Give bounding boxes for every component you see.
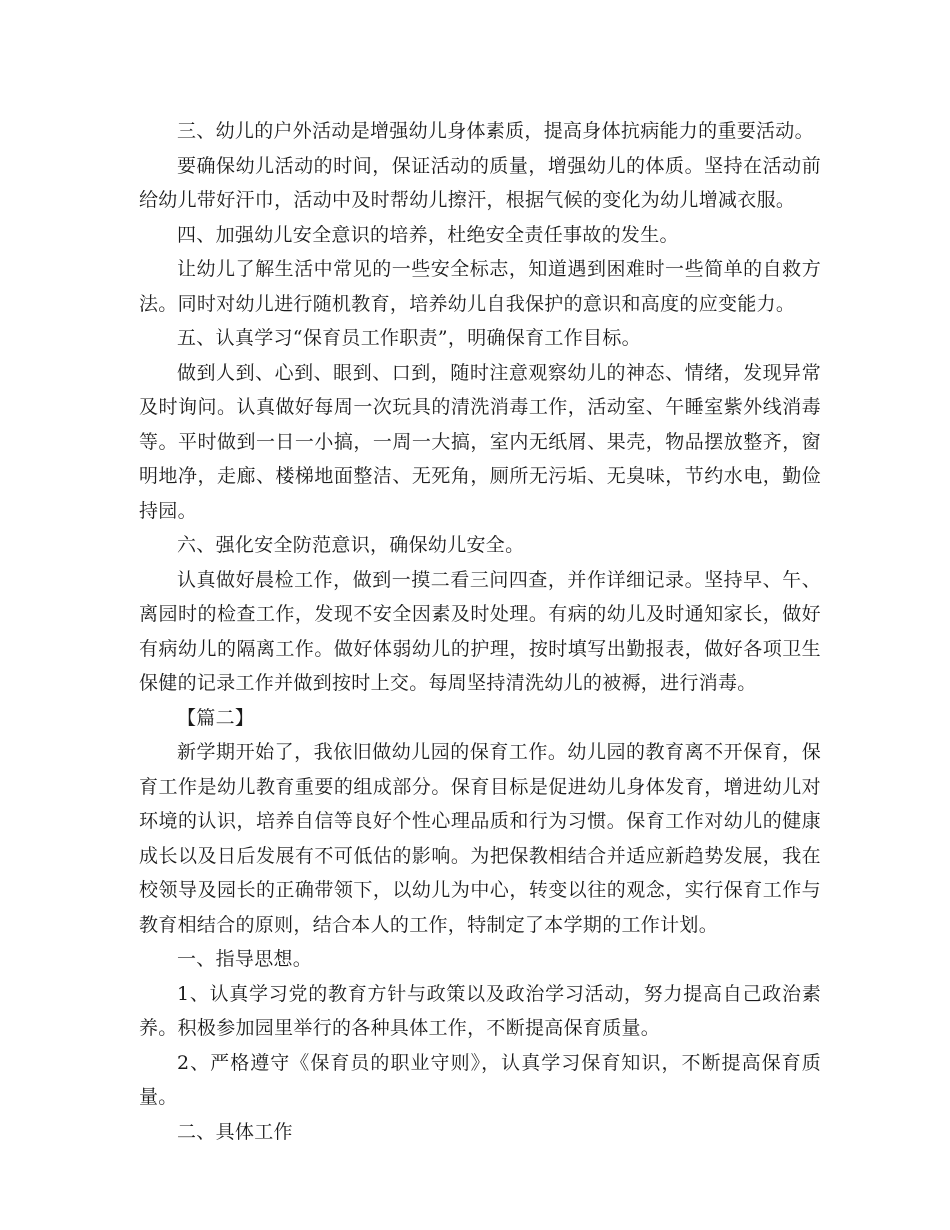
document-body [139,114,821,1149]
paragraph-heading-4: 四、加强幼儿安全意识的培养，杜绝安全责任事故的发生。 [177,223,679,246]
paragraph-heading-2: 二、具体工作 [177,1120,293,1143]
paragraph: 要确保幼儿活动的时间，保证活动的质量，增强幼儿的体质。坚持在活动前给幼儿带好汗巾，活动中及时帮幼儿擦汗，根据气候的变化为幼儿增减衣服。 [139,154,821,211]
paragraph-heading-3: 三、幼儿的户外活动是增强幼儿身体素质，提高身体抗病能力的重要活动。 [177,120,814,142]
paragraph-item-1: 1、认真学习党的教育方针与政策以及政治学习活动，努力提高自己政治素养。积极参加园里举行的各种具体工作，不断提高保育质量。 [139,982,821,1039]
paragraph-heading-5: 五、认真学习“保育员工作职责”，明确保育工作目标。 [177,327,641,349]
paragraph: 新学期开始了，我依旧做幼儿园的保育工作。幼儿园的教育离不开保育，保育工作是幼儿教育重要的组成部分。保育目标是促进幼儿身体发育，增进幼儿对环境的认识，培养自信等良好个性心理品质和行为习惯。保育工作对幼儿的健康成长以及日后发展有不可低估的影响。为把保教相结合并适应新趋势发展，我在校领导及园长的正确带领下，以幼儿为中心，转变以往的观念，实行保育工作与教育相结合的原则，结合本人的工作，特制定了本学期的工作计划。 [139,741,821,936]
paragraph: 让幼儿了解生活中常见的一些安全标志，知道遇到困难时一些简单的自救方法。同时对幼儿进行随机教育，培养幼儿自我保护的意识和高度的应变能力。 [139,258,821,315]
paragraph-item-2: 2、严格遵守《保育员的职业守则》，认真学习保育知识，不断提高保育质量。 [139,1051,821,1108]
paragraph: 认真做好晨检工作，做到一摸二看三问四查，并作详细记录。坚持早、午、离园时的检查工作，发现不安全因素及时处理。有病的幼儿及时通知家长，做好有病幼儿的隔离工作。做好体弱幼儿的护理，按时填写出勤报表，做好各项卫生保健的记录工作并做到按时上交。每周坚持清洗幼儿的被褥，进行消毒。 [139,568,821,694]
paragraph-heading-1: 一、指导思想。 [177,948,313,970]
section-title-part-two: 【篇二】 [177,706,255,729]
paragraph: 做到人到、心到、眼到、口到，随时注意观察幼儿的神态、情绪，发现异常及时询问。认真做好每周一次玩具的清洗消毒工作，活动室、午睡室紫外线消毒等。平时做到一日一小搞，一周一大搞，室内无纸屑、果壳，物品摆放整齐，窗明地净，走廊、楼梯地面整洁、无死角，厕所无污垢、无臭味，节约水电，勤俭持园。 [139,361,821,522]
paragraph-heading-6: 六、强化安全防范意识，确保幼儿安全。 [177,534,525,556]
